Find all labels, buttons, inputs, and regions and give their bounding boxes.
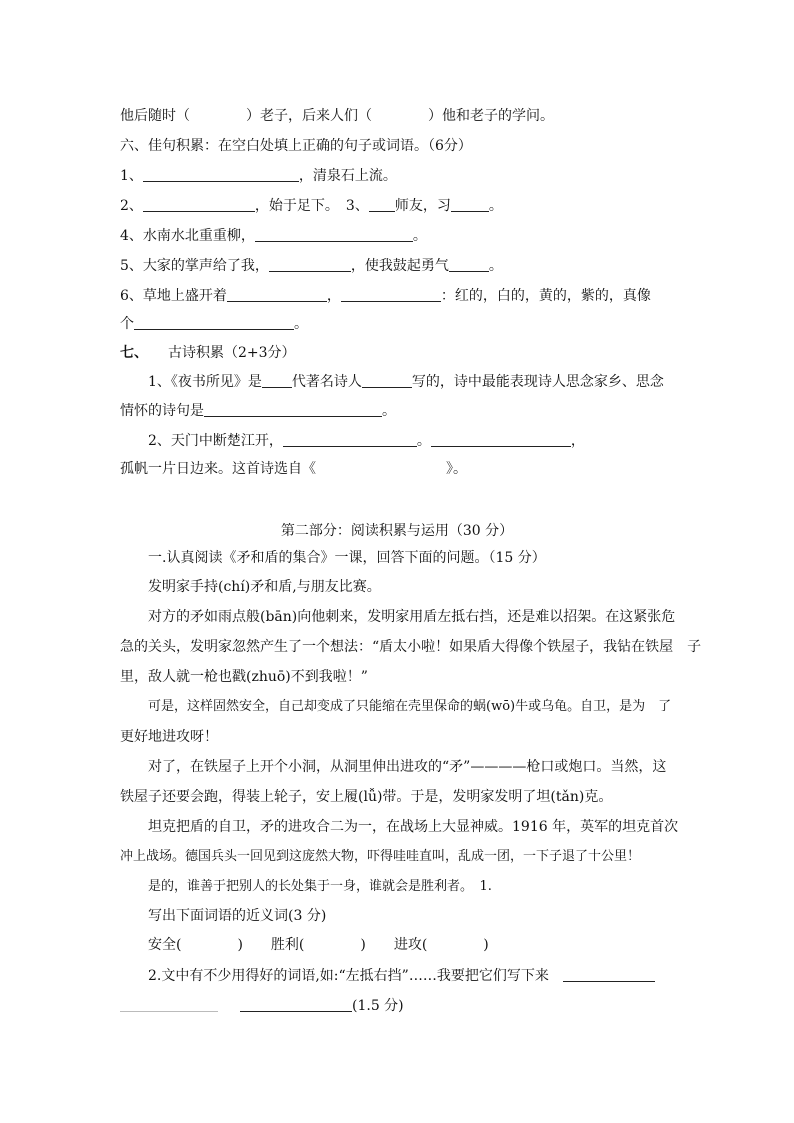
blank[interactable] [143, 167, 299, 182]
blank[interactable] [240, 997, 352, 1012]
blank[interactable] [255, 227, 413, 242]
s7-item-1b: 情怀的诗句是 。 [120, 403, 396, 419]
part-2-title: 第二部分：阅读积累与运用（30 分） [280, 523, 514, 539]
section-6-title: 六、佳句积累：在空白处填上正确的句子或词语。（6分） [120, 138, 472, 154]
blank[interactable] [204, 402, 382, 417]
synonym-blanks: 安全( ) 胜利( ) 进攻( ) [148, 937, 489, 953]
blank[interactable] [120, 997, 218, 1012]
section-7-title: 七、 古诗积累（2+3分） [120, 345, 296, 361]
question-1-title: 一.认真阅读《矛和盾的集合》一课，回答下面的问题。（15 分） [148, 550, 546, 566]
blank[interactable] [269, 257, 351, 272]
blank[interactable] [143, 197, 255, 212]
blank[interactable] [341, 287, 441, 302]
passage-line-5: 可是，这样固然安全，自己却变成了只能缩在壳里保命的蜗(wō)牛或乌龟。自卫，是为 了 [148, 699, 672, 714]
blank[interactable] [451, 197, 489, 212]
q1-sub-1-title: 写出下面词语的近义词(3 分) [148, 908, 327, 924]
q1-sub-2b: (1.5 分) [120, 996, 404, 1016]
q1-sub-2: 2.文中有不少用得好的词语,如:“左抵右挡”……我要把它们写下来 [148, 966, 655, 986]
s6-item-1: 1、 ，清泉石上流。 [120, 168, 397, 184]
s7-item-1: 1、《夜书所见》是 代著名诗人 写的，诗中最能表现诗人思念家乡、思念 [148, 374, 664, 390]
passage-line-9: 坦克把盾的自卫，矛的进攻合二为一，在战场上大显神威。1916 年，英军的坦克首次 [148, 819, 679, 835]
blank[interactable] [369, 197, 395, 212]
s7-item-2b: 孤帆一片日边来。这首诗选自《 》。 [120, 461, 467, 477]
passage-line-6: 更好地进攻呀！ [120, 729, 218, 745]
s6-item-6b: 个 。 [120, 316, 308, 332]
s7-item-2: 2、天门中断楚江开， 。 ， [148, 433, 585, 449]
s6-item-2: 2、 ，始于足下。 3、 师友，习 。 [120, 198, 503, 214]
passage-line-3: 急的关头，发明家忽然产生了一个想法：“盾太小啦！如果盾大得像个铁屋子，我钻在铁屋 子 [120, 639, 702, 655]
passage-line-4: 里，敌人就一枪也戳(zhuō)不到我啦！” [120, 669, 368, 685]
blank[interactable] [362, 373, 412, 388]
s6-item-6: 6、草地上盛开着 ， ：红的，白的，黄的，紫的，真像 [120, 288, 651, 304]
blank[interactable] [227, 287, 327, 302]
passage-line-10: 冲上战场。德国兵头一回见到这庞然大物，吓得哇哇直叫，乱成一团，一下子退了十公里！ [120, 849, 641, 864]
line-1: 他后随时（ ）老子，后来人们（ ）他和老子的学问。 [120, 108, 554, 124]
s6-item-5: 5、大家的掌声给了我， ，使我鼓起勇气 。 [120, 258, 503, 274]
blank[interactable] [563, 967, 655, 982]
blank[interactable] [449, 257, 489, 272]
passage-line-11: 是的，谁善于把别人的长处集于一身，谁就会是胜利者。 1. [148, 879, 492, 894]
blank[interactable] [134, 315, 294, 330]
blank[interactable] [262, 373, 292, 388]
passage-line-1: 发明家手持(chí)矛和盾,与朋友比赛。 [148, 579, 381, 595]
passage-line-8: 铁屋子还要会跑，得装上轮子，安上履(lǚ)带。于是，发明家发明了坦(tǎn)克。 [120, 789, 613, 805]
blank[interactable] [431, 432, 571, 447]
passage-line-7: 对了，在铁屋子上开个小洞，从洞里伸出进攻的“矛”————枪口或炮口。当然，这 [148, 759, 667, 775]
passage-line-2: 对方的矛如雨点般(bān)向他刺来，发明家用盾左抵右挡，还是难以招架。在这紧张危 [148, 609, 676, 625]
blank[interactable] [283, 432, 417, 447]
s6-item-4: 4、水南水北重重柳， 。 [120, 228, 427, 244]
